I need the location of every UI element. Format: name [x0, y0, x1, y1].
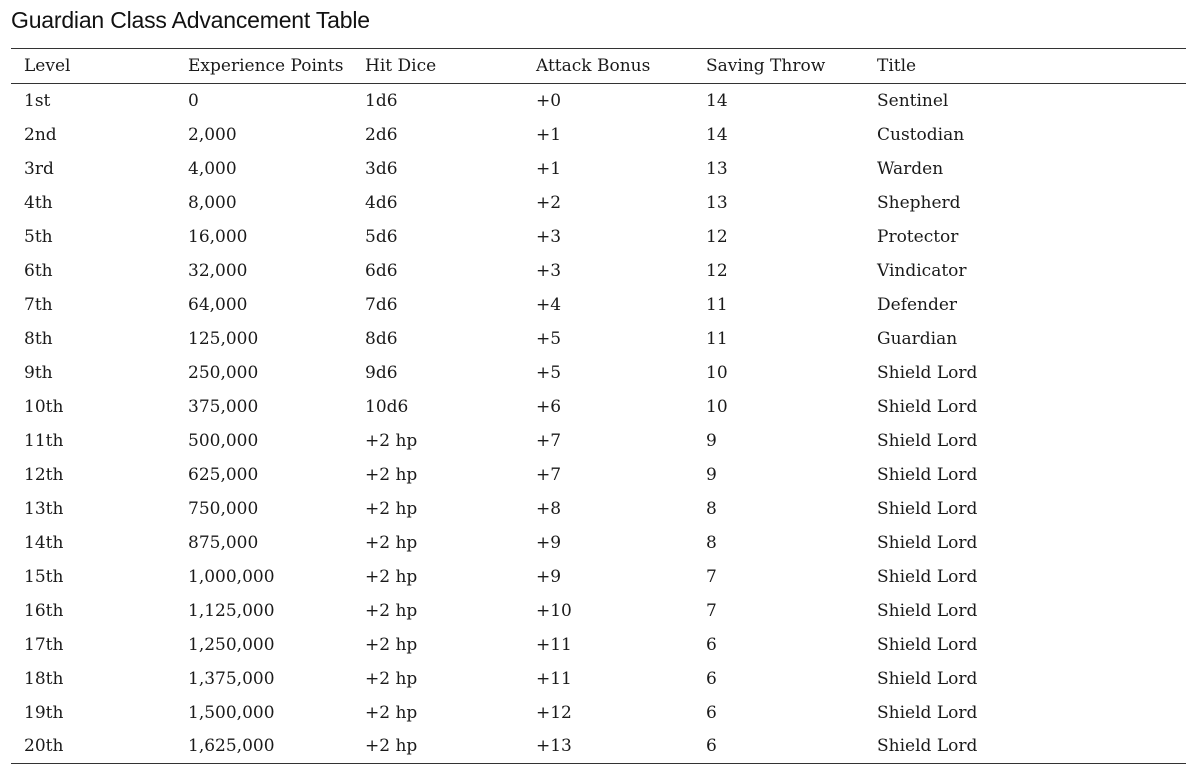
title-cell: Shield Lord	[877, 634, 978, 655]
title-cell: Shield Lord	[877, 430, 978, 451]
table-row	[11, 356, 1186, 390]
hit-dice-cell: 4d6	[365, 192, 398, 213]
saving-throw-cell: 13	[706, 192, 728, 213]
hit-dice-cell: +2 hp	[365, 736, 418, 757]
attack-bonus-cell: +8	[536, 498, 562, 519]
level-cell: 13th	[24, 498, 64, 519]
table-header	[11, 49, 1186, 84]
title-cell: Shield Lord	[877, 396, 978, 417]
table-row	[11, 254, 1186, 288]
title-cell: Shield Lord	[877, 600, 978, 621]
table-row	[11, 662, 1186, 696]
level-cell: 3rd	[24, 158, 54, 179]
experience-points-cell: 2,000	[188, 124, 237, 145]
hit-dice-cell: 2d6	[365, 124, 398, 145]
table-row	[11, 628, 1186, 662]
hit-dice-cell: 8d6	[365, 328, 398, 349]
hit-dice-cell: +2 hp	[365, 532, 418, 553]
attack-bonus-cell: +10	[536, 600, 572, 621]
level-cell: 14th	[24, 532, 64, 553]
level-cell: 16th	[24, 600, 64, 621]
level-cell: 15th	[24, 566, 64, 587]
saving-throw-cell: 13	[706, 158, 728, 179]
saving-throw-cell: 10	[706, 362, 728, 383]
experience-points-cell: 4,000	[188, 158, 237, 179]
header-attack-bonus: Attack Bonus	[536, 56, 651, 76]
title-cell: Shield Lord	[877, 464, 978, 485]
hit-dice-cell: +2 hp	[365, 498, 418, 519]
saving-throw-cell: 9	[706, 430, 717, 451]
experience-points-cell: 16,000	[188, 226, 248, 247]
table-row	[11, 152, 1186, 186]
attack-bonus-cell: +6	[536, 396, 562, 417]
table-title: Guardian Class Advancement Table	[11, 7, 370, 33]
hit-dice-cell: 5d6	[365, 226, 398, 247]
title-cell: Shield Lord	[877, 702, 978, 723]
attack-bonus-cell: +1	[536, 124, 562, 145]
hit-dice-cell: +2 hp	[365, 430, 418, 451]
title-cell: Warden	[877, 158, 944, 179]
title-cell: Vindicator	[877, 260, 967, 281]
table-row	[11, 322, 1186, 356]
title-cell: Protector	[877, 226, 959, 247]
level-cell: 19th	[24, 702, 64, 723]
title-cell: Shield Lord	[877, 498, 978, 519]
level-cell: 17th	[24, 634, 64, 655]
hit-dice-cell: 7d6	[365, 294, 398, 315]
title-cell: Shield Lord	[877, 566, 978, 587]
attack-bonus-cell: +7	[536, 430, 562, 451]
header-level: Level	[24, 56, 71, 76]
experience-points-cell: 1,250,000	[188, 634, 275, 655]
attack-bonus-cell: +11	[536, 668, 572, 689]
level-cell: 2nd	[24, 124, 57, 145]
experience-points-cell: 750,000	[188, 498, 259, 519]
saving-throw-cell: 11	[706, 294, 728, 315]
table-row	[11, 220, 1186, 254]
experience-points-cell: 1,625,000	[188, 736, 275, 757]
hit-dice-cell: +2 hp	[365, 668, 418, 689]
level-cell: 10th	[24, 396, 64, 417]
experience-points-cell: 875,000	[188, 532, 259, 553]
level-cell: 7th	[24, 294, 53, 315]
saving-throw-cell: 10	[706, 396, 728, 417]
saving-throw-cell: 8	[706, 498, 717, 519]
level-cell: 8th	[24, 328, 53, 349]
level-cell: 20th	[24, 736, 64, 757]
saving-throw-cell: 7	[706, 600, 717, 621]
experience-points-cell: 125,000	[188, 328, 259, 349]
saving-throw-cell: 12	[706, 226, 728, 247]
advancement-table	[11, 48, 1186, 764]
saving-throw-cell: 9	[706, 464, 717, 485]
title-cell: Shield Lord	[877, 736, 978, 757]
experience-points-cell: 32,000	[188, 260, 248, 281]
experience-points-cell: 1,000,000	[188, 566, 275, 587]
level-cell: 9th	[24, 362, 53, 383]
table-row	[11, 288, 1186, 322]
attack-bonus-cell: +4	[536, 294, 562, 315]
experience-points-cell: 8,000	[188, 192, 237, 213]
experience-points-cell: 64,000	[188, 294, 248, 315]
attack-bonus-cell: +11	[536, 634, 572, 655]
hit-dice-cell: +2 hp	[365, 566, 418, 587]
header-saving-throw: Saving Throw	[706, 56, 826, 76]
attack-bonus-cell: +1	[536, 158, 562, 179]
title-cell: Custodian	[877, 124, 965, 145]
title-cell: Defender	[877, 294, 958, 315]
experience-points-cell: 1,375,000	[188, 668, 275, 689]
experience-points-cell: 250,000	[188, 362, 259, 383]
level-cell: 4th	[24, 192, 53, 213]
table-row	[11, 458, 1186, 492]
saving-throw-cell: 14	[706, 90, 728, 111]
hit-dice-cell: +2 hp	[365, 702, 418, 723]
saving-throw-cell: 11	[706, 328, 728, 349]
header-row	[11, 49, 1186, 84]
experience-points-cell: 375,000	[188, 396, 259, 417]
experience-points-cell: 1,500,000	[188, 702, 275, 723]
experience-points-cell: 1,125,000	[188, 600, 275, 621]
experience-points-cell: 500,000	[188, 430, 259, 451]
attack-bonus-cell: +9	[536, 566, 562, 587]
level-cell: 18th	[24, 668, 64, 689]
hit-dice-cell: +2 hp	[365, 464, 418, 485]
table-row	[11, 186, 1186, 220]
title-cell: Shield Lord	[877, 668, 978, 689]
header-experience-points: Experience Points	[188, 56, 344, 76]
table-row	[11, 84, 1186, 118]
level-cell: 11th	[24, 430, 64, 451]
attack-bonus-cell: +0	[536, 90, 562, 111]
attack-bonus-cell: +9	[536, 532, 562, 553]
title-cell: Shield Lord	[877, 532, 978, 553]
table-row	[11, 560, 1186, 594]
table-row	[11, 594, 1186, 628]
experience-points-cell: 0	[188, 90, 199, 111]
saving-throw-cell: 6	[706, 702, 717, 723]
hit-dice-cell: 6d6	[365, 260, 398, 281]
attack-bonus-cell: +3	[536, 260, 562, 281]
saving-throw-cell: 12	[706, 260, 728, 281]
saving-throw-cell: 6	[706, 668, 717, 689]
experience-points-cell: 625,000	[188, 464, 259, 485]
level-cell: 1st	[24, 90, 51, 111]
table-row	[11, 696, 1186, 730]
header-title: Title	[877, 56, 917, 76]
level-cell: 5th	[24, 226, 53, 247]
table-body	[11, 84, 1186, 764]
level-cell: 6th	[24, 260, 53, 281]
attack-bonus-cell: +2	[536, 192, 562, 213]
table-row	[11, 730, 1186, 764]
attack-bonus-cell: +7	[536, 464, 562, 485]
saving-throw-cell: 14	[706, 124, 728, 145]
header-hit-dice: Hit Dice	[365, 56, 437, 76]
attack-bonus-cell: +5	[536, 362, 562, 383]
title-cell: Guardian	[877, 328, 958, 349]
hit-dice-cell: 10d6	[365, 396, 409, 417]
table-row	[11, 492, 1186, 526]
hit-dice-cell: +2 hp	[365, 634, 418, 655]
table-row	[11, 424, 1186, 458]
saving-throw-cell: 6	[706, 736, 717, 757]
saving-throw-cell: 6	[706, 634, 717, 655]
hit-dice-cell: 1d6	[365, 90, 398, 111]
saving-throw-cell: 8	[706, 532, 717, 553]
saving-throw-cell: 7	[706, 566, 717, 587]
attack-bonus-cell: +13	[536, 736, 572, 757]
hit-dice-cell: +2 hp	[365, 600, 418, 621]
title-cell: Sentinel	[877, 90, 949, 111]
title-cell: Shield Lord	[877, 362, 978, 383]
table-row	[11, 526, 1186, 560]
table-row	[11, 390, 1186, 424]
attack-bonus-cell: +12	[536, 702, 572, 723]
hit-dice-cell: 9d6	[365, 362, 398, 383]
table-row	[11, 118, 1186, 152]
hit-dice-cell: 3d6	[365, 158, 398, 179]
title-cell: Shepherd	[877, 192, 961, 213]
level-cell: 12th	[24, 464, 64, 485]
attack-bonus-cell: +5	[536, 328, 562, 349]
attack-bonus-cell: +3	[536, 226, 562, 247]
